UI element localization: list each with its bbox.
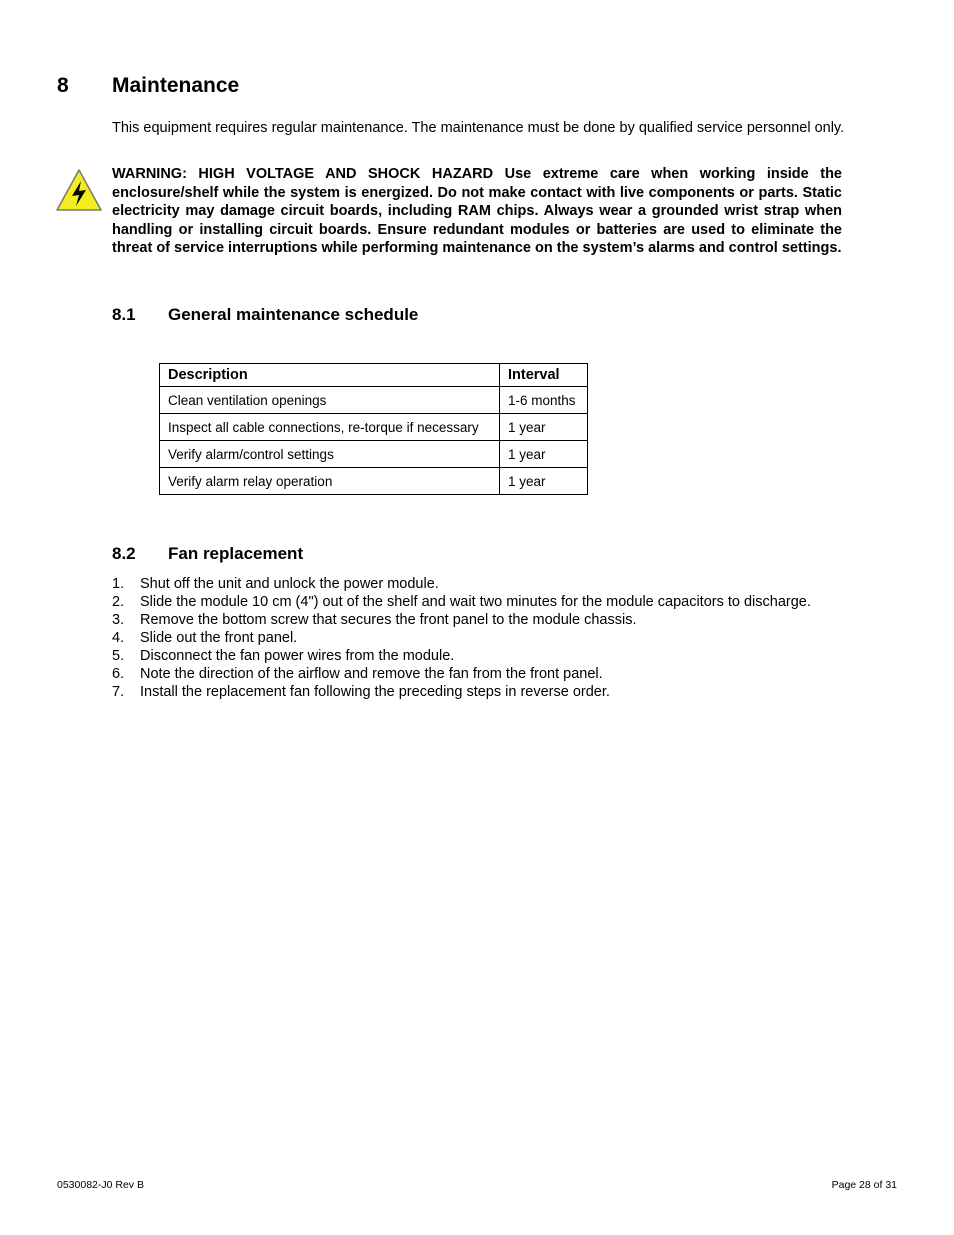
maintenance-schedule-table xyxy=(159,363,588,495)
step-number: 2. xyxy=(112,594,125,610)
subsection-title-fan: Fan replacement xyxy=(168,544,304,563)
step-text: Slide out the front panel. xyxy=(140,630,298,646)
table-cell-description: Verify alarm relay operation xyxy=(160,468,500,495)
step-number: 5. xyxy=(112,648,125,664)
table-cell-description: Verify alarm/control settings xyxy=(160,441,500,468)
subsection-number-schedule: 8.1 xyxy=(112,305,136,324)
table-row xyxy=(160,468,588,495)
list-item xyxy=(112,629,912,647)
step-text: Install the replacement fan following the preceding steps in reverse order. xyxy=(140,684,610,700)
list-item xyxy=(112,611,912,629)
column-header-description: Description xyxy=(160,364,500,387)
step-number: 4. xyxy=(112,630,125,646)
table-row xyxy=(160,387,588,414)
section-number: 8 xyxy=(57,74,69,97)
list-item xyxy=(112,683,912,701)
footer-page-number: Page 28 of 31 xyxy=(831,1179,897,1191)
step-text: Note the direction of the airflow and remove the fan from the front panel. xyxy=(140,666,603,682)
list-item xyxy=(112,665,912,683)
list-item xyxy=(112,647,912,665)
table-cell-interval: 1 year xyxy=(500,468,588,495)
list-item xyxy=(112,575,912,593)
subsection-number-fan: 8.2 xyxy=(112,544,136,563)
table-cell-description: Inspect all cable connections, re-torque if necessary xyxy=(160,414,500,441)
table-header-row xyxy=(160,364,588,387)
table-row xyxy=(160,414,588,441)
step-text: Shut off the unit and unlock the power module. xyxy=(140,576,439,592)
step-number: 7. xyxy=(112,684,125,700)
warning-text: WARNING: HIGH VOLTAGE AND SHOCK HAZARD Use extreme care when working inside the enclosure/shelf while the system is energized. Do not make contact with live components or parts. Static electricity may damage circuit boards, including RAM chips. Always wear a grounded wrist strap when handling or installing circuit boards. Ensure redundant modules or batteries are used to eliminate the threat of service interruptions while performing maintenance on the system’s alarms and control settings. xyxy=(112,166,842,256)
footer-document-id: 0530082-J0 Rev B xyxy=(57,1179,144,1191)
step-number: 6. xyxy=(112,666,125,682)
step-text: Slide the module 10 cm (4") out of the shelf and wait two minutes for the module capacitors to discharge. xyxy=(140,594,811,610)
column-header-interval: Interval xyxy=(500,364,588,387)
table-cell-interval: 1 year xyxy=(500,441,588,468)
step-number: 3. xyxy=(112,612,125,628)
table-cell-interval: 1-6 months xyxy=(500,387,588,414)
step-text: Disconnect the fan power wires from the module. xyxy=(140,648,455,664)
step-text: Remove the bottom screw that secures the front panel to the module chassis. xyxy=(140,612,637,628)
step-number: 1. xyxy=(112,576,125,592)
subsection-title-schedule: General maintenance schedule xyxy=(168,305,419,324)
high-voltage-warning-icon xyxy=(55,168,103,212)
section-title: Maintenance xyxy=(112,74,240,97)
intro-paragraph: This equipment requires regular maintenance. The maintenance must be done by qualified service personnel only. xyxy=(112,120,845,136)
table-cell-description: Clean ventilation openings xyxy=(160,387,500,414)
list-item xyxy=(112,593,912,611)
table-cell-interval: 1 year xyxy=(500,414,588,441)
table-row xyxy=(160,441,588,468)
fan-replacement-steps xyxy=(112,575,912,701)
